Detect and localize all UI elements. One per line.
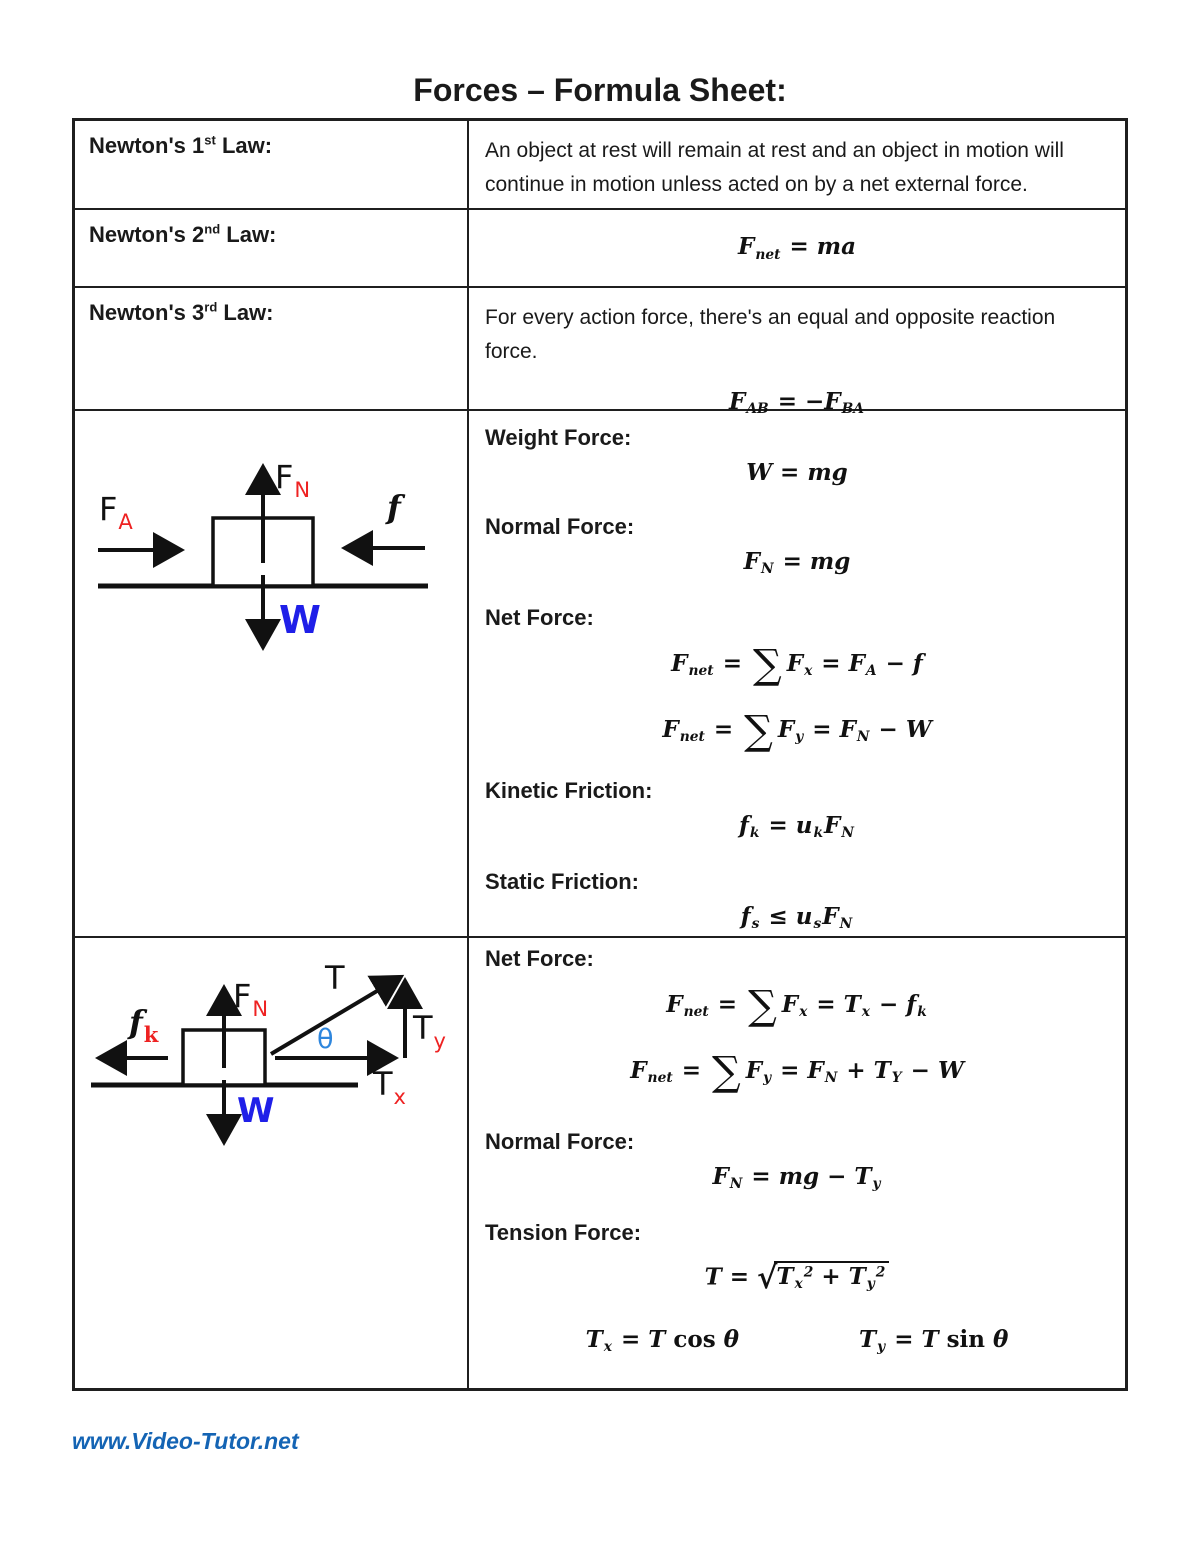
formula-table: [72, 118, 1128, 1391]
newtons-2nd-law-label: Newton's 2nd Law:: [89, 222, 277, 248]
normal-force-heading: Normal Force:: [485, 1128, 635, 1154]
free-body-diagram-flat: [75, 453, 469, 723]
normal-force-label: $F_N$: [275, 458, 311, 502]
static-friction-heading: Static Friction:: [485, 868, 640, 894]
newtons-3rd-law-text: For every action force, there's an equal and opposite reaction force.: [485, 306, 1056, 363]
weight-force-formula: W = mg: [746, 459, 848, 486]
label-cell-newtons-2nd-law: [75, 210, 469, 286]
kinetic-friction-label: $f_k$: [129, 1003, 159, 1047]
weight-label: W: [237, 1091, 275, 1131]
newtons-1st-law-text: An object at rest will remain at rest and an object in motion will continue in motion unless acted on by a net external force.: [485, 139, 1064, 196]
row-tension-forces: [75, 938, 1125, 1388]
normal-force-formula: $F_N$ = mg: [743, 548, 851, 578]
kinetic-friction-heading: Kinetic Friction:: [485, 777, 653, 803]
body-cell-newtons-2nd-law: [469, 210, 1125, 286]
tension-force-heading: Tension Force:: [485, 1219, 642, 1245]
body-cell-newtons-1st-law: [469, 121, 1125, 208]
kinetic-friction-formula: $f_k = u_kF_N$: [738, 811, 854, 841]
free-body-diagram-tension: [75, 959, 469, 1188]
tension-y-label: $T_y$: [413, 1009, 446, 1053]
net-force-heading: Net Force:: [485, 946, 594, 971]
tension-x-label: $T_x$: [373, 1065, 406, 1109]
diagram-cell-flat-surface: [75, 411, 469, 936]
website-link: www.Video-Tutor.net: [72, 1428, 299, 1454]
formulas-cell-tension: [469, 938, 1125, 1388]
page-title: Forces – Formula Sheet:: [413, 72, 787, 108]
newtons-3rd-law-label: Newton's 3rd Law:: [89, 300, 274, 326]
net-force-y-formula: $F_{net}$ = ∑ $F_y = F_N + T_Y - W$: [630, 1049, 964, 1096]
net-force-heading: Net Force:: [485, 605, 594, 631]
normal-force-heading: Normal Force:: [485, 514, 635, 539]
tension-magnitude-formula: $T = √T_x^2 + T_y^2$: [485, 1260, 1109, 1296]
tension-label: T: [325, 959, 345, 997]
net-force-x-formula: $F_{net}$ = ∑ $F_x = T_x - f_k$: [666, 983, 927, 1029]
body-cell-newtons-3rd-law: [469, 288, 1125, 418]
diagram-cell-tension: [75, 938, 469, 1388]
row-newtons-1st-law: [75, 121, 1125, 210]
normal-force-label: $F_N$: [233, 977, 269, 1021]
formulas-cell-flat-surface: [469, 411, 1125, 936]
tension-y-formula: $T_y = T$ sin θ: [859, 1325, 1009, 1355]
row-newtons-2nd-law: [75, 210, 1125, 288]
friction-label: f: [387, 488, 401, 526]
row-newtons-3rd-law: [75, 288, 1125, 418]
weight-force-heading: Weight Force:: [485, 425, 632, 450]
label-cell-newtons-3rd-law: [75, 288, 469, 409]
label-cell-newtons-1st-law: [75, 121, 469, 208]
static-friction-formula: $f_s \le u_sF_N$: [740, 902, 853, 932]
tension-x-formula: $T_x = T$ cos θ: [585, 1325, 740, 1355]
row-flat-surface-forces: [75, 411, 1125, 938]
normal-force-formula: $F_N$ = mg − $T_y$: [712, 1162, 881, 1192]
theta-angle-label: θ: [317, 1024, 334, 1055]
newtons-1st-law-label: Newton's 1st Law:: [89, 133, 273, 159]
net-force-x-formula: $F_{net}$ = ∑ $F_x = F_A - f$: [671, 642, 923, 689]
newtons-3rd-law-formula: $F_{AB} = -F_{BA}$: [729, 388, 864, 418]
tension-component-formulas: [485, 1326, 1109, 1355]
free-body-diagram-flat-svg: [75, 453, 469, 723]
applied-force-label: $F_A$: [99, 490, 133, 534]
free-body-diagram-tension-svg: [75, 968, 469, 1188]
weight-label: W: [279, 598, 321, 642]
net-force-y-formula: $F_{net}$ = ∑ $F_y = F_N - W$: [662, 708, 932, 755]
newtons-2nd-law-formula: $F_{net}$ = ma: [737, 233, 857, 263]
